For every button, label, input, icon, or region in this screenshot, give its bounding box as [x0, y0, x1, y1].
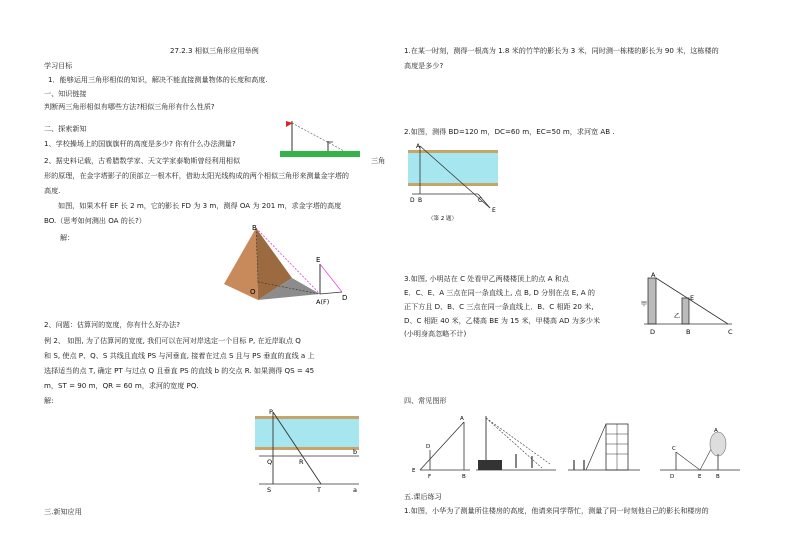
- example-2-line-3: 选择适当的点 T, 确定 PT 与过点 Q 且垂直 PS 的直线 b 的交点 R. 如果测得 QS = 45: [44, 366, 315, 375]
- example-2-line-4: m，ST = 90 m，QR = 60 m，求河的宽度 PQ.: [44, 381, 199, 390]
- building-shadow-figure: [568, 424, 640, 470]
- label-b: B: [686, 328, 691, 336]
- label-a: A: [416, 143, 421, 150]
- building-a: [648, 278, 656, 324]
- example-2-line-2: 和 S, 使点 P、Q、S 共线且直线 PS 与河垂直, 接着在过点 S 且与 PS 垂直的直线 a 上: [44, 351, 315, 360]
- common-figures: [400, 410, 780, 480]
- buildings-figure: [640, 272, 736, 340]
- label-b: B: [418, 197, 423, 204]
- question-2-line-2: 形的原理，在金字塔影子的顶部立一根木杆，借助太阳光线构成的两个相似三角形来测量金字塔的: [44, 171, 350, 180]
- section-4-heading: 四、常见图形: [404, 396, 447, 405]
- river-figure-left: [255, 408, 365, 494]
- example-1-line-2: BO.（思考如何测出 OA 的长?）: [44, 216, 146, 225]
- problem-3-line-4: D、C 相距 40 米，乙楼高 BE 为 15 米，甲楼高 AD 为多少米: [404, 316, 601, 325]
- label-e: E: [316, 256, 321, 264]
- svg-text:F: F: [428, 474, 432, 480]
- label-q: Q: [267, 458, 273, 466]
- svg-text:B: B: [716, 474, 720, 480]
- problem-3-line-3: 正下方且 D、B、C 三点在同一条直线上．B、C 相距 20 米,: [404, 302, 594, 311]
- example-1-line-1: 如图，如果木杆 EF 长 2 m，它的影长 FD 为 3 m，测得 OA 为 201 m，求金字塔的高度: [58, 201, 342, 210]
- sun-ray: [292, 123, 344, 151]
- svg-text:E: E: [698, 474, 702, 480]
- svg-text:D: D: [670, 474, 675, 480]
- label-a: a: [353, 486, 357, 494]
- label-c: C: [728, 328, 733, 336]
- problem-3-line-5: (小明身高忽略不计): [404, 329, 467, 338]
- question-3: 2、问题：估算河的宽度，你有什么好办法?: [44, 320, 180, 329]
- label-e: E: [690, 294, 695, 302]
- svg-text:C: C: [672, 446, 676, 452]
- label-d: D: [650, 328, 656, 336]
- label-c: C: [478, 197, 483, 204]
- section-1-heading: 一、知识链接: [44, 89, 87, 98]
- label-jia: 甲: [641, 301, 648, 308]
- objective-1: 1．能够运用三角形相似的知识，解决不能直接测量物体的长度和高度.: [48, 75, 268, 84]
- pole-sightline-figure: [476, 416, 556, 470]
- svg-text:E: E: [412, 468, 416, 474]
- label-o: O: [250, 288, 256, 296]
- svg-text:B: B: [462, 474, 466, 480]
- question-2-line-3: 高度.: [44, 186, 61, 195]
- building-b: [682, 298, 689, 324]
- problem-1-line-2: 高度是多少?: [404, 61, 444, 70]
- similar-triangles-1: [412, 416, 470, 480]
- label-a: A: [651, 272, 656, 279]
- river: [255, 419, 359, 447]
- label-p: P: [269, 408, 273, 416]
- label-b: B: [252, 224, 257, 232]
- tree-mirror-figure: [660, 428, 740, 480]
- section-3-heading: 三.新知应用: [44, 507, 82, 516]
- section-1-question: 判断两三角形相似有哪些方法?相似三角形有什么性质?: [44, 102, 215, 111]
- pyramid-figure: [220, 222, 360, 308]
- problem-2: 2.如图，测得 BD=120 m，DC=60 m，EC=50 m，求河宽 AB .: [404, 127, 615, 136]
- page-title: 27.2.3 相似三角形应用举例: [170, 46, 259, 55]
- problem-3-line-1: 3.如图, 小明站在 C 处看甲乙两楼楼顶上的点 A 和点: [404, 274, 569, 283]
- svg-text:A: A: [714, 428, 718, 434]
- svg-text:D: D: [426, 444, 431, 450]
- label-af: A(F): [316, 298, 330, 306]
- question-2-line-1-end: 三角: [371, 156, 386, 165]
- label-yi: 乙: [674, 313, 681, 320]
- example-2-line-1: 例 2、 如图, 为了估算河的宽度, 我们可以在河对岸选定一个目标 P, 在近岸取点 Q: [44, 336, 301, 345]
- exercise-1-line-1: 1.如图，小华为了测量所住楼房的高度，他请来同学帮忙，测量了同一时刻他自己的影长和楼房的: [404, 506, 709, 515]
- flagpole-figure: [278, 117, 362, 159]
- label-t: T: [317, 486, 321, 494]
- river-figure-right: [406, 142, 502, 224]
- figure-caption: （第 2 题）: [428, 216, 457, 222]
- grass-strip: [280, 151, 360, 157]
- label-e: E: [492, 207, 496, 214]
- svg-text:A: A: [460, 416, 464, 422]
- label-r: R: [299, 458, 304, 466]
- question-1: 1、学校操场上的国旗旗杆的高度是多少? 你有什么办法测量?: [44, 139, 236, 148]
- objectives-heading: 学习目标: [44, 61, 73, 70]
- label-d: D: [342, 294, 348, 302]
- section-5-heading: 五.课后练习: [404, 492, 442, 501]
- example-2-solution: 解:: [44, 396, 54, 405]
- problem-1-line-1: 1.在某一时刻，测得一根高为 1.8 米的竹竿的影长为 3 米，同时测一栋楼的影长为 90 米，这栋楼的: [404, 46, 719, 55]
- question-2-line-1: 2、据史料记载，古希腊数学家、天文学家泰勒斯曾经利用相似: [44, 156, 241, 165]
- label-b: b: [353, 448, 358, 456]
- river: [408, 153, 498, 183]
- problem-3-line-2: E．C、E、A 三点在同一条直线上, 点 B, D 分别在点 E, A 的: [404, 288, 595, 297]
- label-d: D: [410, 197, 415, 204]
- solution-label: 解：: [60, 233, 75, 242]
- section-2-heading: 二、探索新知: [44, 124, 87, 133]
- label-s: S: [267, 486, 272, 494]
